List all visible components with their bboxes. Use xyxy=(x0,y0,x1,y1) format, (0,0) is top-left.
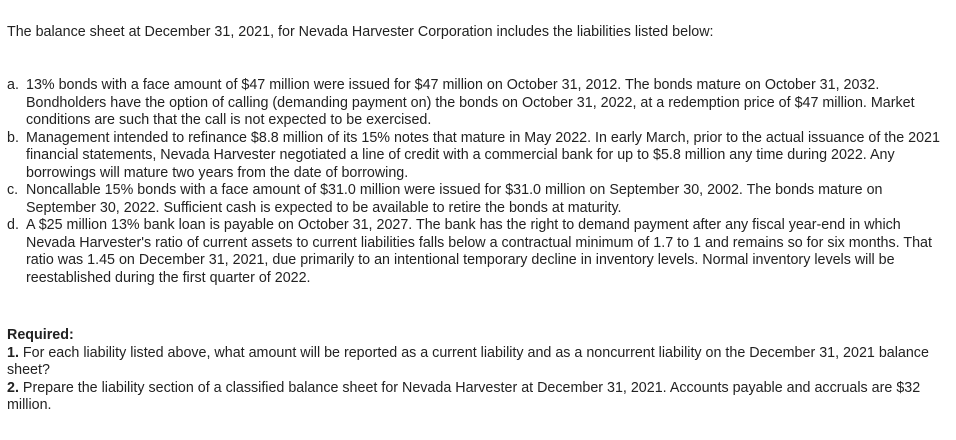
required-task-2 xyxy=(7,380,947,415)
liability-item-b xyxy=(7,130,947,183)
list-marker: b. xyxy=(7,129,19,146)
liability-item-a xyxy=(7,77,947,130)
liability-list xyxy=(7,77,947,287)
task-text: Prepare the liability section of a classified balance sheet for Nevada Harvester at December 31, 2021. Accounts payable and accruals are $32 million. xyxy=(7,379,921,413)
task-number: 1. xyxy=(7,344,19,361)
liability-item-d xyxy=(7,217,947,287)
task-number: 2. xyxy=(7,379,19,396)
liability-text: Management intended to refinance $8.8 million of its 15% notes that mature in May 2022. In early March, prior to the actual issuance of the 2021 financial statements, Nevada Harvester negotiated a line of credit with a commercial bank for up to $5.8 million any time during 2022. Any borrowings will mature two years from the date of borrowing. xyxy=(26,129,940,181)
list-marker: c. xyxy=(7,182,19,198)
liability-item-c xyxy=(7,182,947,217)
task-text: For each liability listed above, what amount will be reported as a current liability and as a noncurrent liability on the December 31, 2021 balance sheet? xyxy=(7,344,929,378)
list-marker: a. xyxy=(7,77,19,93)
required-section xyxy=(7,327,947,415)
list-marker: d. xyxy=(7,217,19,233)
intro-paragraph: The balance sheet at December 31, 2021, for Nevada Harvester Corporation includes the liabilities listed below: xyxy=(7,24,714,40)
liability-text: Noncallable 15% bonds with a face amount of $31.0 million were issued for $31.0 million on September 30, 2002. The bonds mature on September 30, 2022. Sufficient cash is expected to be available to retire the bonds at maturity. xyxy=(26,182,883,216)
required-task-1 xyxy=(7,345,947,380)
required-heading: Required: xyxy=(7,327,74,343)
liability-text: 13% bonds with a face amount of $47 million were issued for $47 million on October 31, 2012. The bonds mature on October 31, 2032. Bondholders have the option of calling (demanding payment on) the bonds on October 31, 2022, at a redemption price of $47 million. Market conditions are such that the call is not expected to be exercised. xyxy=(26,77,915,128)
liability-text: A $25 million 13% bank loan is payable on October 31, 2027. The bank has the right to demand payment after any fiscal year-end in which Nevada Harvester's ratio of current assets to current liabilities falls below a contractual minimum of 1.7 to 1 and remains so for six months. That ratio was 1.45 on December 31, 2021, due primarily to an intentional temporary decline in inventory levels. Normal inventory levels will be reestablished during the first quarter of 2022. xyxy=(26,217,932,286)
